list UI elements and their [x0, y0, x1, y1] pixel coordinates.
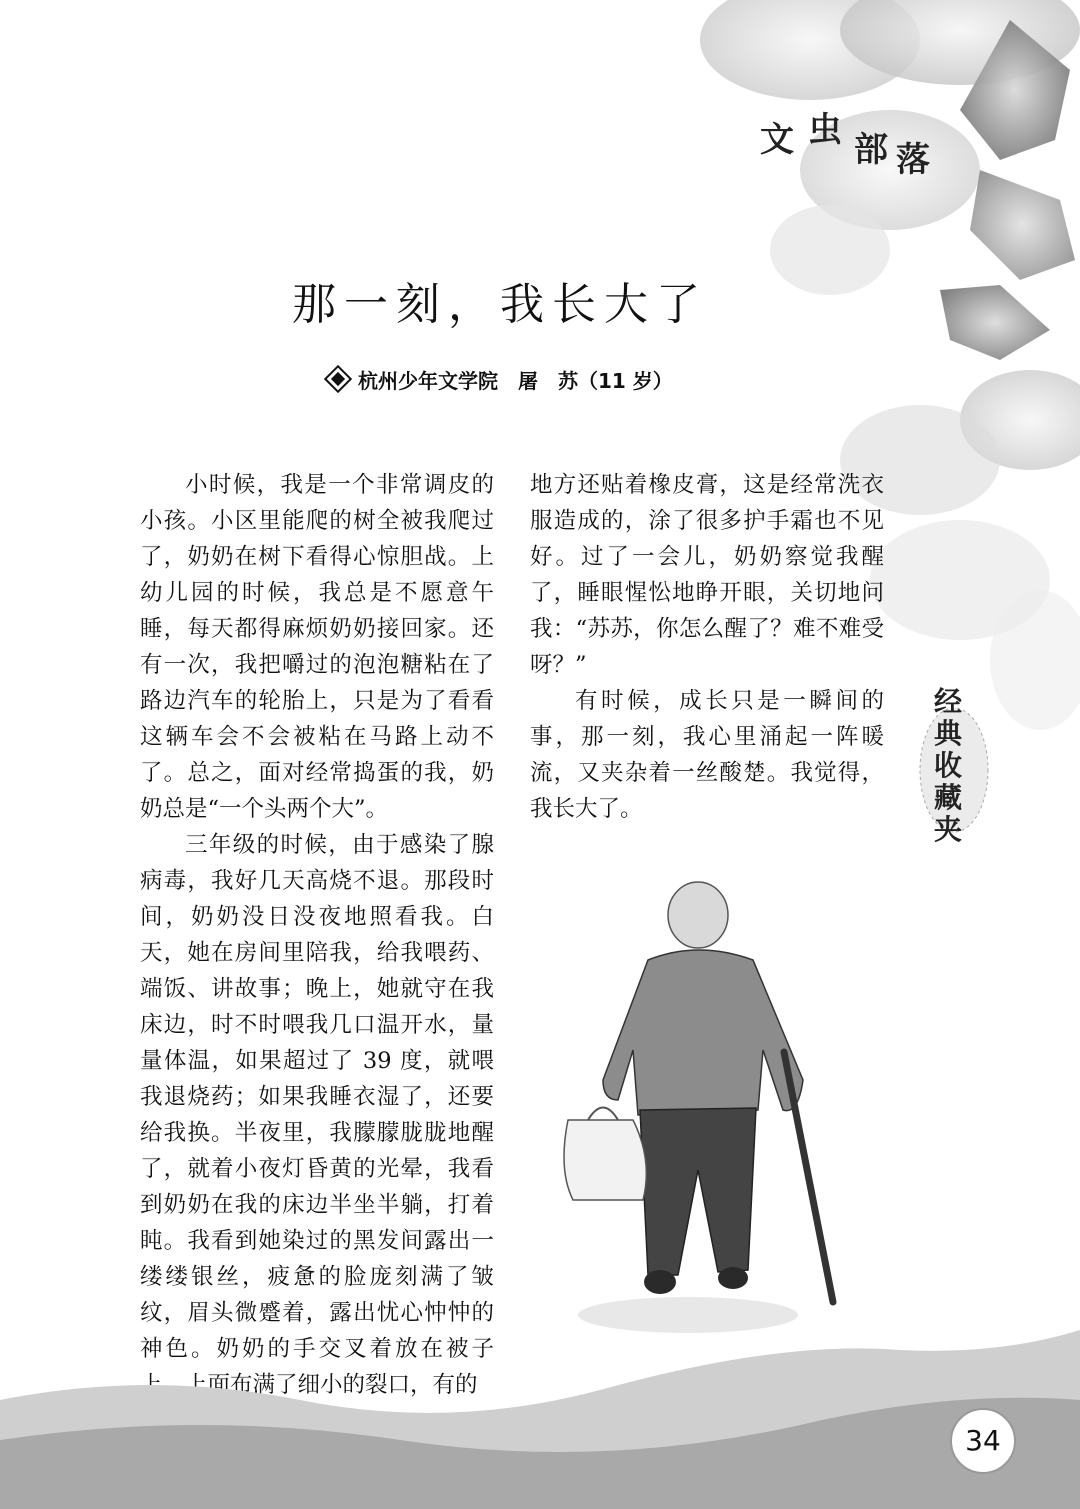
- section-char: 虫: [808, 110, 842, 150]
- section-tag: [760, 102, 960, 180]
- section-char: 落: [896, 140, 930, 180]
- stamp-char: 经: [934, 685, 963, 718]
- paragraph: 小时候，我是一个非常调皮的小孩。小区里能爬的树全被我爬过了，奶奶在树下看得心惊胆战。上幼儿园的时候，我总是不愿意午睡，每天都得麻烦奶奶接回家。还有一次，我把嚼过的泡泡糖粘在了路边汽车的轮胎上，只是为了看看这辆车会不会被粘在马路上动不了。总之，面对经常捣蛋的我，奶奶总是“一个头两个大”。: [140, 472, 494, 822]
- byline: [328, 365, 673, 395]
- collection-stamp: [912, 680, 990, 850]
- paragraph: 三年级的时候，由于感染了腺病毒，我好几天高烧不退。那段时间，奶奶没日没夜地照看我。白天，她在房间里陪我，给我喂药、端饭、讲故事；晚上，她就守在我床边，时不时喂我几口温开水，量量体温，如果超过了 39 度，就喂我退烧药；如果我睡衣湿了，还要给我换。半夜里，我朦朦胧胧地醒了，就着小夜灯昏黄的光晕，我看到奶奶在我的床边半坐半躺，打着盹。我看到她染过的黑发间露出一缕缕银丝，疲惫的脸庞刻满了皱纹，眉头微蹙着，露出忧心忡忡的神色。奶奶的手交叉着放在被子上，上面布满了细小的裂口，有的: [140, 832, 494, 1398]
- byline-text: 杭州少年文学院 屠 苏（11 岁）: [358, 369, 673, 393]
- bottom-wave: [0, 1330, 1080, 1509]
- stamp-char: 典: [934, 717, 963, 750]
- page-number: 34: [950, 1408, 1016, 1474]
- section-char: 文: [760, 120, 794, 160]
- paragraph-continued: 地方还贴着橡皮膏，这是经常洗衣服造成的，涂了很多护手霜也不见好。过了一会儿，奶奶察觉我醒了，睡眼惺忪地睁开眼，关切地问我：“苏苏，你怎么醒了？难不难受呀？”: [530, 472, 884, 678]
- stamp-char: 收: [934, 749, 963, 782]
- text-column-right: [530, 467, 884, 827]
- stamp-char: 夹: [934, 813, 963, 846]
- grandmother-illustration: [548, 870, 858, 1340]
- stamp-char: 藏: [934, 781, 963, 814]
- text-column-left: [140, 467, 494, 1403]
- section-char: 部: [854, 130, 888, 170]
- paragraph: 有时候，成长只是一瞬间的事，那一刻，我心里涌起一阵暖流，又夹杂着一丝酸楚。我觉得，我长大了。: [530, 688, 884, 822]
- article-title: 那一刻，我长大了: [292, 279, 708, 330]
- diamond-bullet-icon: [324, 365, 352, 393]
